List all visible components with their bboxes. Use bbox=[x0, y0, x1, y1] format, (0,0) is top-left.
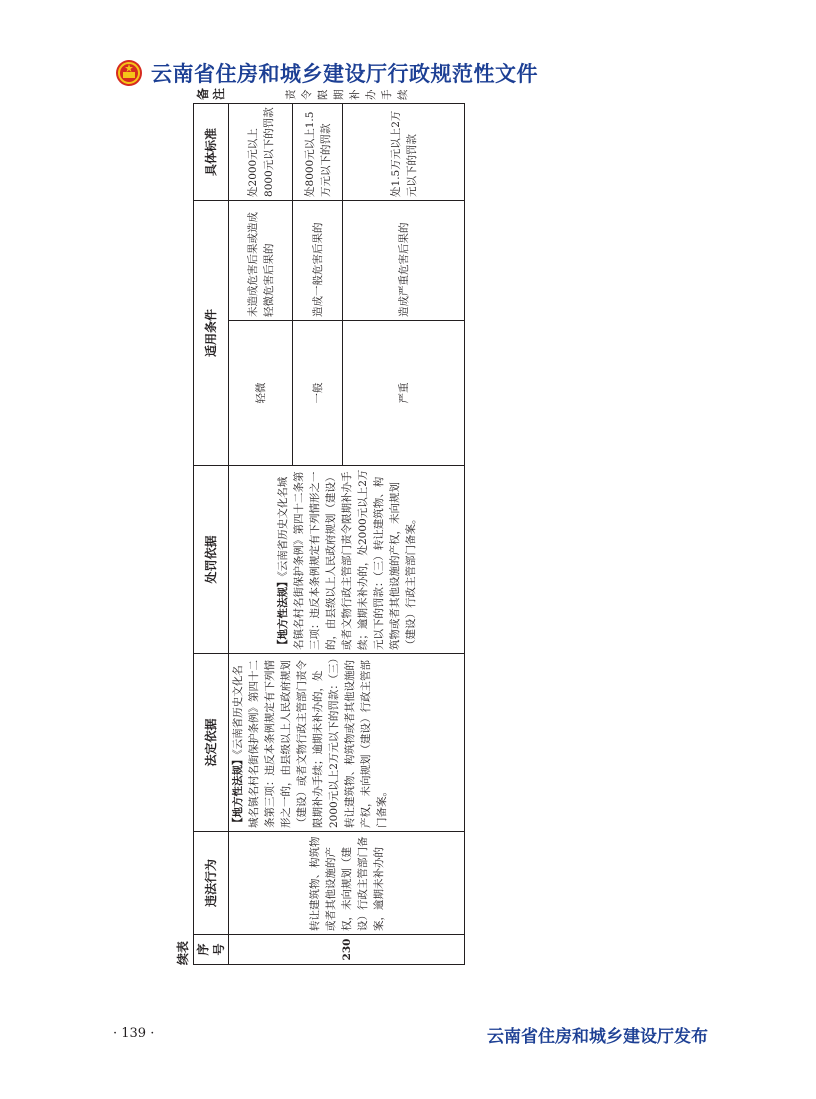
legal-cell bbox=[229, 654, 465, 832]
header-penalty: 处罚依据 bbox=[194, 466, 229, 654]
penalty-text: 《云南省历史文化名城名镇名村名街保护条例》第四十二条第三项：违反本条例规定有下列情形之一的，由县级以上人民政府规划（建设）或者文物行政主管部门责令限期补办手续；逾期未补办的，处2000元以上2万元以下的罚款：（三）转让建筑物、构筑物或者其他设施的产权，未向规划（建设）行政主管部门备案。 bbox=[276, 469, 417, 650]
seq-cell: 230 bbox=[229, 935, 465, 965]
standard-cell: 处8000元以上1.5万元以下的罚款 bbox=[293, 103, 343, 200]
national-emblem-icon bbox=[115, 59, 143, 87]
table-row: 230 转让建筑物、构筑物或者其他设施的产权，未向规划（建设）行政主管部门备案，逾期未补办的 【地方性法规】《云南省历史文化名城名镇名村名街保护条例》第四十二条第三项：违反本条例规定有下列情形之一的，由县级以上人民政府规划（建设）或者文物行政主管部门责令限期补办手续；逾期未补办的，处2000元以上2万元以下的罚款：（三）转让建筑物、构筑物或者其他设施的产权，未向规划（建设）行政主管部门备案。 【地方性法规】《云南省历史文化名城名镇名村名街保护条例》第四十二条第三项：违反本条例规定有下列情形之一的，由县级以上人民政府规划（建设）或者文物行政主管部门责令限期补办手续；逾期未补办的，处2000元以上2万元以下的罚款：（三）转让建筑物、构筑物或者其他设施的产权，未向规划（建设）行政主管部门备案。 轻微 未造成危害后果或造成轻微危害后果的 处2000元以上8000元以下的罚款 责令限期补办手续 bbox=[229, 103, 293, 964]
page-number: · 139 · bbox=[113, 1026, 155, 1041]
standard-cell: 处1.5万元以上2万元以下的罚款 bbox=[343, 103, 465, 200]
header-title: 云南省住房和城乡建设厅行政规范性文件 bbox=[151, 62, 538, 86]
penalty-cell bbox=[229, 466, 465, 654]
penalty-table bbox=[193, 87, 465, 965]
degree-cell: 严重 bbox=[343, 321, 465, 466]
legal-text: 《云南省历史文化名城名镇名村名街保护条例》第四十二条第三项：违反本条例规定有下列情形之一的，由县级以上人民政府规划（建设）或者文物行政主管部门责令限期补办手续；逾期未补办的，处2000元以上2万元以下的罚款：（三）转让建筑物、构筑物或者其他设施的产权，未向规划（建设）行政主管部门备案。 bbox=[232, 658, 388, 828]
header-seq: 序号 bbox=[194, 935, 229, 965]
legal-tag: 【地方性法规】 bbox=[232, 754, 244, 828]
publisher-footer: 云南省住房和城乡建设厅发布 bbox=[487, 1027, 708, 1047]
degree-cell: 一般 bbox=[293, 321, 343, 466]
condition-cell: 造成严重危害后果的 bbox=[343, 200, 465, 320]
rotated-table-container bbox=[173, 87, 465, 965]
act-cell: 转让建筑物、构筑物或者其他设施的产权，未向规划（建设）行政主管部门备案，逾期未补办的 bbox=[229, 832, 465, 935]
header-standard: 具体标准 bbox=[194, 103, 229, 200]
header-condition: 适用条件 bbox=[194, 200, 229, 465]
table-header-row: 序号 违法行为 法定依据 处罚依据 适用条件 具体标准 备注 bbox=[194, 103, 229, 964]
condition-cell: 未造成危害后果或造成轻微危害后果的 bbox=[229, 200, 293, 320]
penalty-tag: 【地方性法规】 bbox=[276, 576, 289, 650]
degree-cell: 轻微 bbox=[229, 321, 293, 466]
continued-label: 续表 bbox=[176, 940, 190, 965]
condition-cell: 造成一般危害后果的 bbox=[293, 200, 343, 320]
header-act: 违法行为 bbox=[194, 832, 229, 935]
page-header bbox=[115, 58, 538, 88]
header-legal: 法定依据 bbox=[194, 654, 229, 832]
standard-cell: 处2000元以上8000元以下的罚款 bbox=[229, 103, 293, 200]
